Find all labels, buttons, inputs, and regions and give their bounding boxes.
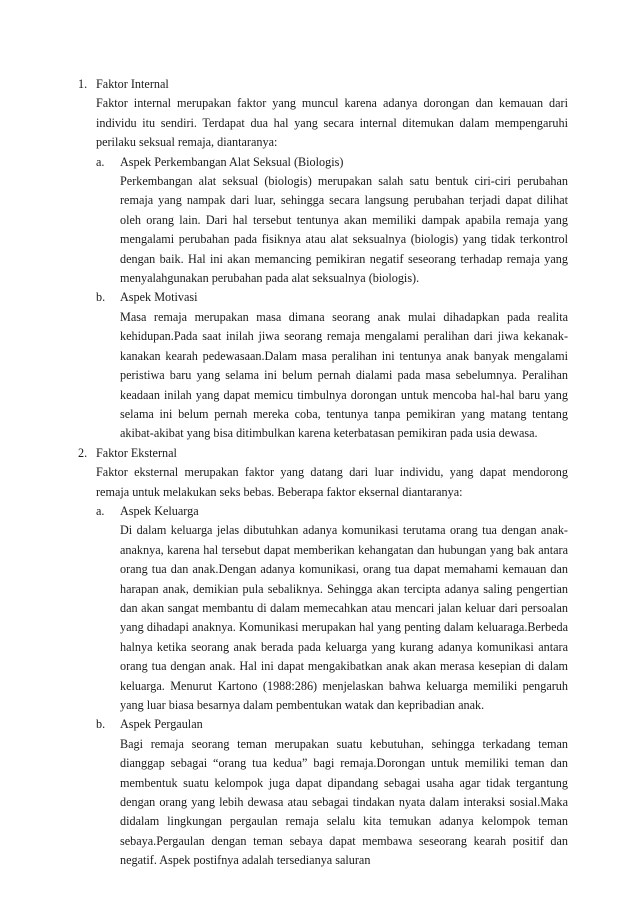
section-eksternal [78,444,568,871]
subsection-letter: a. [96,503,105,518]
subsection-letter: b. [96,290,106,305]
section-title: Faktor Internal [96,77,169,91]
subsection-keluarga [96,502,568,715]
section-intro: Faktor eksternal merupakan faktor yang datang dari luar individu, yang dapat mendorong remaja untuk melakukan seks bebas. Beberapa faktor eksernal diantaranya: [96,465,568,499]
subsection-letter: a. [96,154,105,169]
subsection-letter: b. [96,717,106,732]
subsection-title: Aspek Motivasi [120,290,198,305]
subsection-biologis [96,153,568,289]
subsection-text: Masa remaja merupakan masa dimana seorang anak mulai dihadapkan pada realita kehidupan.Pada saat inilah jiwa seorang remaja mengalami peralihan dari jiwa kekanak-kanakan kearah pedewasaan.Dalam masa peralihan ini tentunya anak banyak mengalami peristiwa baru yang selama ini belum pernah dialami pada masa sebelumnya. Peralihan keadaan inilah yang dapat memicu timbulnya dorongan untuk mencoba hal-hal baru yang selama ini belum pernah mereka coba, tentunya tanpa pemikiran yang matang tentang akibat-akibat yang bisa ditimbulkan karena keterbatasan pemikiran pada usia dewasa. [120,309,568,441]
section-internal [78,75,568,444]
section-number: 2. [78,445,88,460]
subsection-title: Aspek Keluarga [120,503,199,518]
subsection-title: Aspek Perkembangan Alat Seksual (Biologis) [120,154,344,169]
subsection-text: Di dalam keluarga jelas dibutuhkan adanya komunikasi terutama orang tua dengan anak-anaknya, karena hal tersebut dapat memberikan kehangatan dan hubungan yang bak antara orang tua dan anak.Dengan adanya komunikasi, orang tua dapat memahami kemauan dan harapan anak, demikian pula sebaliknya. Sehingga akan tercipta adanya saling pengertian dan akan sangat membantu di dalam memecahkan atau mencari jalan keluar dari persoalan yang dihadapi anaknya. Komunikasi merupakan hal yang penting dalam keluaraga.Berbeda halnya ketika seorang anak berada pada keluarga yang kurang adanya komunikasi antara orang tua dengan anak. Hal ini dapat mengakibatkan anak akan merasa kesepian di dalam keluarga. Menurut Kartono (1988:286) menjelaskan bahwa keluarga memiliki pengaruh yang luar biasa besarnya dalam pembentukan watak dan kepribadian anak. [120,523,568,712]
subsection-text: Bagi remaja seorang teman merupakan suatu kebutuhan, sehingga terkadang teman dianggap sebagai “orang tua kedua” bagi remaja.Dorongan untuk memiliki teman dan membentuk suatu kelompok juga dapat dipandang sebagai usaha agar tidak tergantung dengan orang yang lebih dewasa atau sebagai tindakan nyata dalam interaksi sosial.Maka didalam lingkungan pergaulan remaja selalu kita temukan adanya kelompok teman sebaya.Pergaulan dengan teman sebaya dapat membawa seseorang kearah positif dan negatif. Aspek postifnya adalah tersedianya saluran [120,736,568,868]
section-number: 1. [78,77,88,91]
section-intro: Faktor internal merupakan faktor yang muncul karena adanya dorongan dan kemauan dari individu itu sendiri. Terdapat dua hal yang secara internal ditemukan dalam mempengaruhi perilaku seksual remaja, diantaranya: [96,96,568,150]
section-title: Faktor Eksternal [96,445,177,460]
subsection-title: Aspek Pergaulan [120,717,203,732]
subsection-pergaulan [96,715,568,870]
subsection-text: Perkembangan alat seksual (biologis) merupakan salah satu bentuk ciri-ciri perubahan remaja yang nampak dari luar, sehingga secara langsung perubahan terjadi dapat dilihat oleh orang lain. Dari hal tersebut tentunya akan memiliki dampak apabila remaja yang mengalami perubahan pada fisiknya atau alat seksualnya (biologis) yang tidak terkontrol dengan baik. Hal ini akan memancing pemikiran negatif seseorang terhadap remaja yang menyalahgunakan perubahan pada alat seksualnya (biologis). [120,174,568,286]
subsection-motivasi [96,288,568,443]
